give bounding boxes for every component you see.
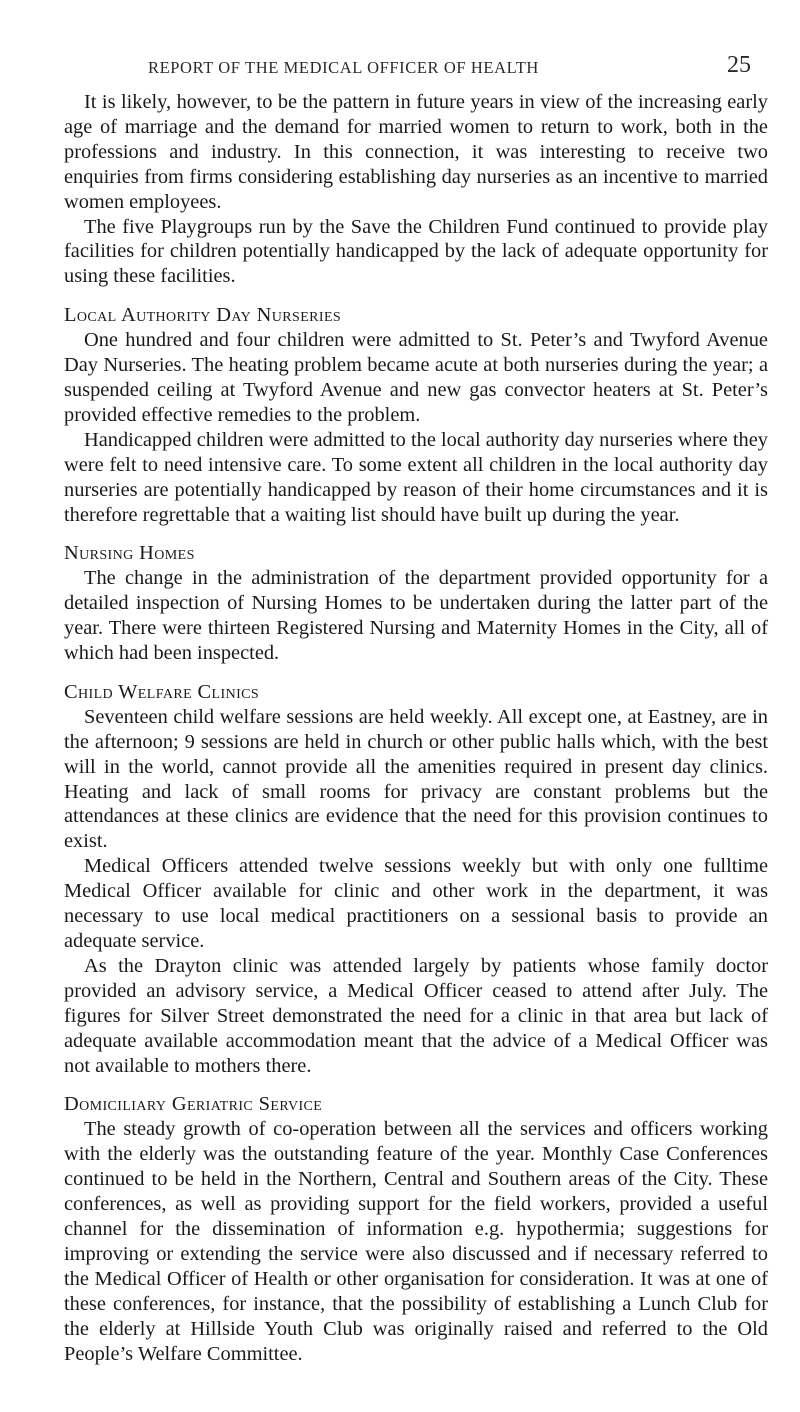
section-heading-child-welfare: Child Welfare Clinics (64, 680, 260, 703)
section-heading-nursing-homes: Nursing Homes (64, 542, 195, 565)
paragraph-geriatric-service-1: The steady growth of co-operation between all the services and officers working with the elderly was the outstanding feature of the year. Monthly Case Conferences continued to be held in the Northern, Central and Southern areas of the City. These conferences, as well as providing support for the field workers, provided a useful channel for the dissemination of information e.g. hypothermia; suggestions for improving or extending the service were also discussed and if necessary referred to the Medical Officer of Health or other organisation for consideration. It was at one of these conferences, for instance, that the possibility of establishing a Lunch Club for the elderly at Hillside Youth Club was originally raised and referred to the Old People’s Welfare Committee. (64, 1118, 768, 1365)
paragraph-child-welfare-3: As the Drayton clinic was attended largely by patients whose family doctor provided an advisory service, a Medical Officer ceased to attend after July. The figures for Silver Street demonstrated the need for a clinic in that area but lack of adequate available accommodation meant that the advice of a Medical Officer was not available to mothers there. (64, 954, 768, 1077)
page-number: 25 (727, 52, 751, 78)
paragraph-child-welfare-1: Seventeen child welfare sessions are held weekly. All except one, at Eastney, are in the afternoon; 9 sessions are held in church or other public halls which, with the best will in the world, cannot provide all the amenities required in present day clinics. Heating and lack of small rooms for privacy are constant problems but the attendances at these clinics are evidence that the need for this provision continues to exist. (64, 705, 768, 853)
paragraph-intro-2: The five Playgroups run by the Save the Children Fund continued to provide play facilities for children potentially handicapped by the lack of adequate opportunity for using these facilities. (64, 215, 768, 288)
paragraph-day-nurseries-2: Handicapped children were admitted to the local authority day nurseries where they were felt to need intensive care. To some extent all children in the local authority day nurseries are potentially handicapped by reason of their home circumstances and it is therefore regrettable that a waiting list should have built up during the year. (64, 428, 768, 526)
body-text (64, 90, 768, 1366)
section-heading-day-nurseries: Local Authority Day Nurseries (64, 304, 342, 327)
paragraph-nursing-homes-1: The change in the administration of the department provided opportunity for a detailed inspection of Nursing Homes to be undertaken during the latter part of the year. There were thirteen Registered Nursing and Maternity Homes in the City, all of which had been inspected. (64, 567, 768, 665)
paragraph-intro-1: It is likely, however, to be the pattern in future years in view of the increasing early age of marriage and the demand for married women to return to work, both in the professions and industry. In this connection, it was interesting to receive two enquiries from firms considering establishing day nurseries as an incentive to married women employees. (64, 91, 768, 213)
section-heading-geriatric-service: Domiciliary Geriatric Service (64, 1093, 323, 1116)
paragraph-day-nurseries-1: One hundred and four children were admitted to St. Peter’s and Twyford Avenue Day Nurseries. The heating problem became acute at both nurseries during the year; a suspended ceiling at Twyford Avenue and new gas convector heaters at St. Peter’s provided effective remedies to the problem. (64, 329, 768, 426)
running-header: REPORT OF THE MEDICAL OFFICER OF HEALTH (148, 58, 539, 77)
paragraph-child-welfare-2: Medical Officers attended twelve sessions weekly but with only one fulltime Medical Officer available for clinic and other work in the department, it was necessary to use local medical practitioners on a sessional basis to provide an adequate service. (64, 855, 768, 952)
